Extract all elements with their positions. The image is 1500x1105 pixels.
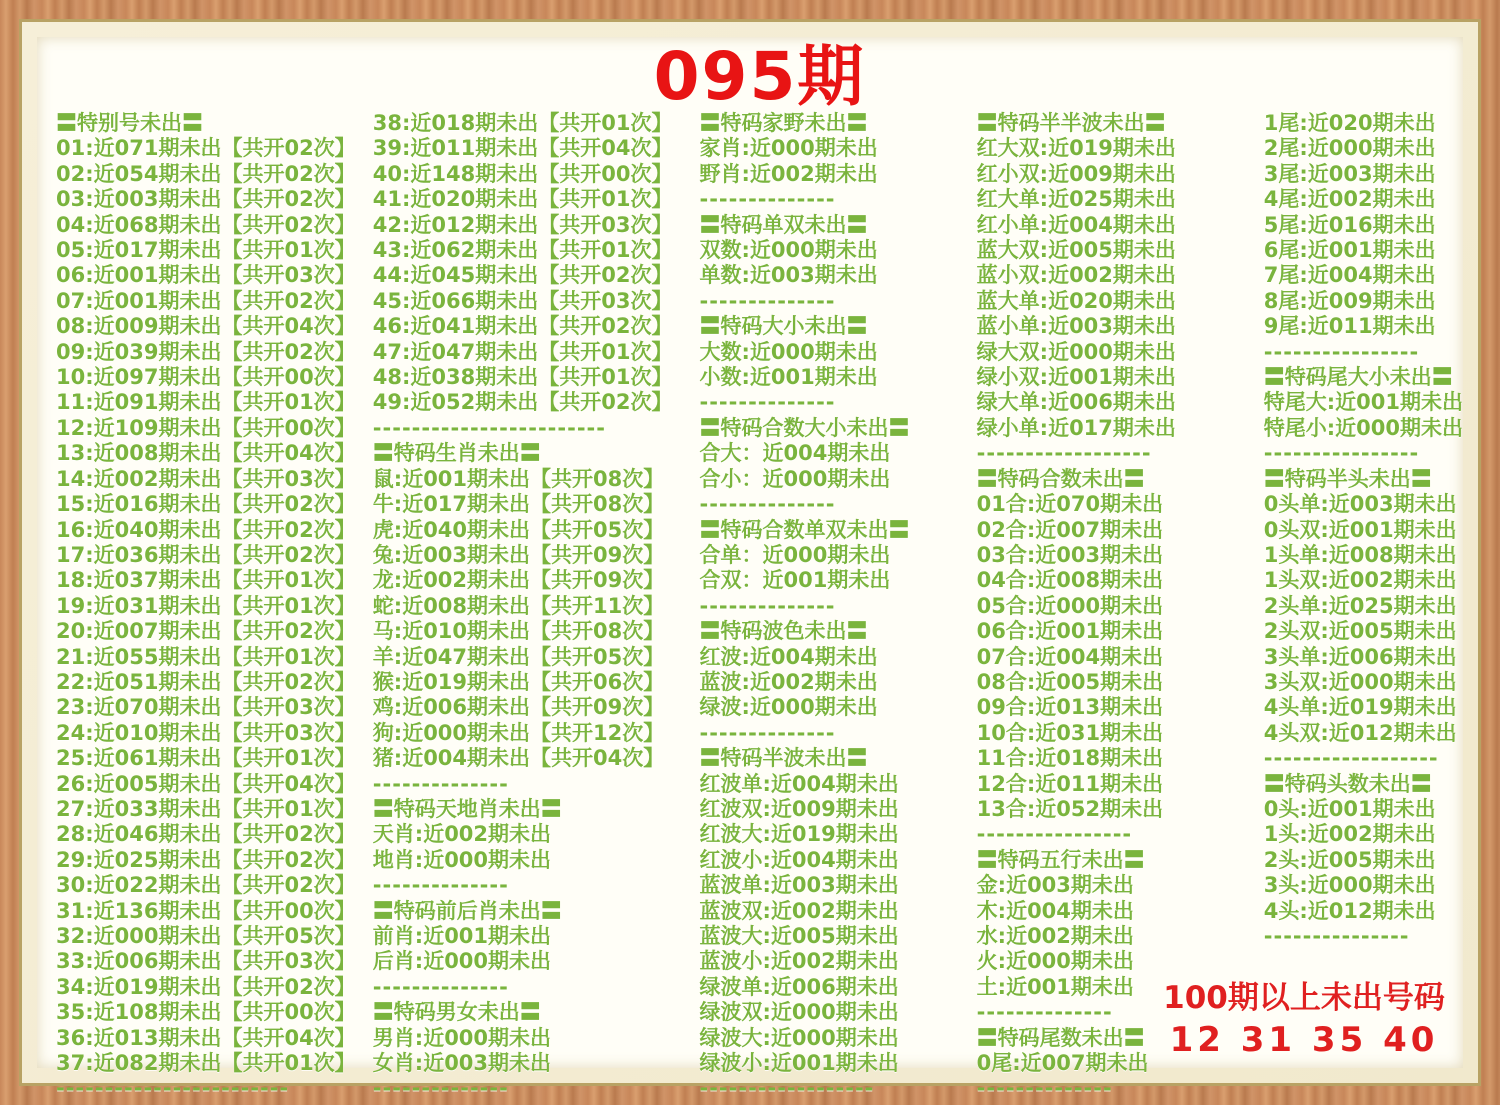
section-header: 〓特码合数未出〓: [976, 466, 1145, 491]
separator-line: ----------------: [1263, 339, 1420, 364]
stat-line: 36:近013期未出【共开04次】: [56, 1025, 356, 1050]
section-header: 〓特码前后肖未出〓: [372, 898, 562, 923]
stat-line: 48:近038期未出【共开01次】: [372, 365, 673, 390]
stat-line: 木:近004期未出: [976, 898, 1134, 923]
stat-line: 12:近109期未出【共开00次】: [56, 415, 356, 440]
stat-line: 01:近071期未出【共开02次】: [56, 136, 356, 161]
separator-line: --------------: [976, 1000, 1113, 1025]
separator-line: --------------: [699, 390, 836, 415]
stat-line: 红小双:近009期未出: [976, 161, 1176, 186]
stat-line: 绿波小:近001期未出: [699, 1051, 899, 1076]
separator-line: --------------: [699, 492, 836, 517]
stat-line: 2头双:近005期未出: [1263, 619, 1457, 644]
stat-line: 大数:近000期未出: [699, 339, 878, 364]
stat-line: 2尾:近000期未出: [1263, 136, 1436, 161]
separator-line: --------------: [372, 974, 509, 999]
separator-line: --------------: [372, 873, 509, 898]
stat-line: 牛:近017期未出【共开08次】: [372, 492, 665, 517]
stat-line: 29:近025期未出【共开02次】: [56, 847, 356, 872]
separator-line: ------------------------: [56, 1076, 290, 1101]
stat-line: 绿大双:近000期未出: [976, 339, 1176, 364]
stat-line: 34:近019期未出【共开02次】: [56, 974, 356, 999]
stat-line: 1尾:近020期未出: [1263, 111, 1436, 135]
section-header: 〓特码尾大小未出〓: [1263, 365, 1453, 390]
overdue-footer-numbers: 12 31 35 40: [1169, 1020, 1439, 1060]
stat-line: 17:近036期未出【共开02次】: [56, 542, 356, 567]
stat-line: 39:近011期未出【共开04次】: [372, 136, 673, 161]
stat-line: 蓝小单:近003期未出: [976, 314, 1176, 339]
stat-line: 03合:近003期未出: [976, 542, 1164, 567]
stat-line: 蓝大单:近020期未出: [976, 288, 1176, 313]
stat-line: 猴:近019期未出【共开06次】: [372, 669, 665, 694]
section-header: 〓特码大小未出〓: [699, 314, 868, 339]
stat-line: 双数:近000期未出: [699, 238, 878, 263]
stat-line: 蓝波大:近005期未出: [699, 924, 899, 948]
stat-line: 47:近047期未出【共开01次】: [372, 339, 673, 364]
stat-line: 猪:近004期未出【共开04次】: [372, 746, 665, 771]
separator-line: --------------: [699, 187, 836, 212]
stat-line: 4头:近012期未出: [1263, 898, 1436, 923]
stat-line: 14:近002期未出【共开03次】: [56, 466, 356, 491]
stat-line: 火:近000期未出: [976, 949, 1134, 974]
stat-line: 02合:近007期未出: [976, 517, 1164, 542]
stat-line: 05:近017期未出【共开01次】: [56, 238, 356, 263]
stat-line: 虎:近040期未出【共开05次】: [372, 517, 665, 542]
stat-line: 28:近046期未出【共开02次】: [56, 822, 356, 847]
stat-line: 30:近022期未出【共开02次】: [56, 873, 356, 898]
stat-line: 2头单:近025期未出: [1263, 593, 1457, 618]
stat-line: 绿小双:近001期未出: [976, 365, 1176, 390]
stat-line: 合小：近000期未出: [699, 466, 891, 491]
stat-line: 鼠:近001期未出【共开08次】: [372, 466, 665, 491]
stat-line: 合双：近001期未出: [699, 568, 891, 593]
stat-line: 07:近001期未出【共开02次】: [56, 288, 356, 313]
stat-line: 3头单:近006期未出: [1263, 644, 1457, 669]
stat-line: 7尾:近004期未出: [1263, 263, 1436, 288]
section-header: 〓特码半波未出〓: [699, 746, 868, 771]
stat-line: 24:近010期未出【共开03次】: [56, 720, 356, 745]
stat-line: 16:近040期未出【共开02次】: [56, 517, 356, 542]
stat-line: 合单：近000期未出: [699, 542, 891, 567]
separator-line: --------------: [372, 771, 509, 796]
stat-line: 44:近045期未出【共开02次】: [372, 263, 673, 288]
section-header: 〓特码半半波未出〓: [976, 111, 1166, 135]
separator-line: ------------------: [699, 1076, 875, 1101]
stat-line: 蓝波双:近002期未出: [699, 898, 899, 923]
stat-line: 13合:近052期未出: [976, 796, 1164, 821]
section-header: 〓特码尾数未出〓: [976, 1025, 1145, 1050]
stat-line: 3尾:近003期未出: [1263, 161, 1436, 186]
column-wave-attributes: [699, 111, 976, 1102]
stat-line: 金:近003期未出: [976, 873, 1134, 898]
frame-inner-line: [19, 19, 1481, 1101]
stat-line: 21:近055期未出【共开01次】: [56, 644, 356, 669]
stat-line: 土:近001期未出: [976, 974, 1134, 999]
stat-line: 26:近005期未出【共开04次】: [56, 771, 356, 796]
stat-line: 07合:近004期未出: [976, 644, 1164, 669]
stat-line: 22:近051期未出【共开02次】: [56, 669, 356, 694]
stat-line: 4头单:近019期未出: [1263, 695, 1457, 720]
stat-line: 04合:近008期未出: [976, 568, 1164, 593]
stat-line: 狗:近000期未出【共开12次】: [372, 720, 665, 745]
stat-line: 33:近006期未出【共开03次】: [56, 949, 356, 974]
section-header: 〓特码家野未出〓: [699, 111, 868, 135]
stat-line: 天肖:近002期未出: [372, 822, 552, 847]
section-header: 〓特码天地肖未出〓: [372, 796, 562, 821]
stat-line: 绿波大:近000期未出: [699, 1025, 899, 1050]
stat-line: 1头单:近008期未出: [1263, 542, 1457, 567]
stat-line: 23:近070期未出【共开03次】: [56, 695, 356, 720]
stat-line: 绿波双:近000期未出: [699, 1000, 899, 1025]
stat-line: 08:近009期未出【共开04次】: [56, 314, 356, 339]
stat-line: 鸡:近006期未出【共开09次】: [372, 695, 665, 720]
stat-line: 11合:近018期未出: [976, 746, 1164, 771]
separator-line: ------------------: [976, 441, 1152, 466]
stat-line: 红波单:近004期未出: [699, 771, 899, 796]
separator-line: --------------: [699, 288, 836, 313]
section-header: 〓特码合数大小未出〓: [699, 415, 910, 440]
stat-line: 5尾:近016期未出: [1263, 212, 1436, 237]
separator-line: --------------: [372, 1076, 509, 1101]
stat-line: 2头:近005期未出: [1263, 847, 1436, 872]
stats-board: [37, 37, 1463, 1101]
stat-line: 15:近016期未出【共开02次】: [56, 492, 356, 517]
overdue-numbers-footer: [1159, 978, 1449, 1062]
stat-line: 06合:近001期未出: [976, 619, 1164, 644]
stat-line: 40:近148期未出【共开00次】: [372, 161, 673, 186]
separator-line: --------------: [699, 593, 836, 618]
stat-line: 蓝波:近002期未出: [699, 669, 878, 694]
stat-line: 蓝波小:近002期未出: [699, 949, 899, 974]
stat-line: 羊:近047期未出【共开05次】: [372, 644, 665, 669]
stat-line: 后肖:近000期未出: [372, 949, 552, 974]
stat-line: 18:近037期未出【共开01次】: [56, 568, 356, 593]
stat-line: 3头:近000期未出: [1263, 873, 1436, 898]
stat-line: 8尾:近009期未出: [1263, 288, 1436, 313]
stat-line: 13:近008期未出【共开04次】: [56, 441, 356, 466]
section-header: 〓特码单双未出〓: [699, 212, 868, 237]
section-header: 〓特码半头未出〓: [1263, 466, 1432, 491]
section-header: 〓特码生肖未出〓: [372, 441, 541, 466]
stat-line: 0尾:近007期未出: [976, 1051, 1149, 1076]
stat-line: 10:近097期未出【共开00次】: [56, 365, 356, 390]
stat-line: 红波大:近019期未出: [699, 822, 899, 847]
stat-line: 46:近041期未出【共开02次】: [372, 314, 673, 339]
section-header: 〓特码头数未出〓: [1263, 771, 1432, 796]
stat-line: 4尾:近002期未出: [1263, 187, 1436, 212]
separator-line: --------------: [699, 720, 836, 745]
section-header: 〓特别号未出〓: [56, 111, 203, 135]
stat-line: 20:近007期未出【共开02次】: [56, 619, 356, 644]
stat-line: 02:近054期未出【共开02次】: [56, 161, 356, 186]
stat-line: 特尾大:近001期未出: [1263, 390, 1463, 415]
stat-line: 地肖:近000期未出: [372, 847, 552, 872]
stat-line: 25:近061期未出【共开01次】: [56, 746, 356, 771]
stat-line: 27:近033期未出【共开01次】: [56, 796, 356, 821]
stat-line: 合大：近004期未出: [699, 441, 891, 466]
stat-line: 32:近000期未出【共开05次】: [56, 924, 356, 948]
separator-line: ------------------: [1263, 746, 1439, 771]
stat-line: 38:近018期未出【共开01次】: [372, 111, 673, 135]
stat-line: 红大单:近025期未出: [976, 187, 1176, 212]
stat-line: 41:近020期未出【共开01次】: [372, 187, 673, 212]
stat-line: 09合:近013期未出: [976, 695, 1164, 720]
stat-line: 龙:近002期未出【共开09次】: [372, 568, 665, 593]
stat-line: 家肖:近000期未出: [699, 136, 878, 161]
stat-line: 马:近010期未出【共开08次】: [372, 619, 665, 644]
separator-line: ----------------: [976, 822, 1133, 847]
stat-line: 03:近003期未出【共开02次】: [56, 187, 356, 212]
stat-line: 单数:近003期未出: [699, 263, 878, 288]
column-halfwave-sums: [977, 111, 1264, 1102]
section-header: 〓特码波色未出〓: [699, 619, 868, 644]
stat-line: 9尾:近011期未出: [1263, 314, 1436, 339]
stat-line: 绿波单:近006期未出: [699, 974, 899, 999]
stat-line: 蓝小双:近002期未出: [976, 263, 1176, 288]
stats-columns: [56, 111, 1463, 1102]
stat-line: 04:近068期未出【共开02次】: [56, 212, 356, 237]
stat-line: 水:近002期未出: [976, 924, 1134, 948]
stat-line: 42:近012期未出【共开03次】: [372, 212, 673, 237]
stat-line: 49:近052期未出【共开02次】: [372, 390, 673, 415]
stat-line: 蓝波单:近003期未出: [699, 873, 899, 898]
separator-line: ------------------------: [372, 415, 606, 440]
stat-line: 06:近001期未出【共开03次】: [56, 263, 356, 288]
separator-line: ---------------: [1263, 924, 1410, 948]
page-title: 095期: [653, 38, 866, 115]
stat-line: 红波双:近009期未出: [699, 796, 899, 821]
stat-line: 女肖:近003期未出: [372, 1051, 552, 1076]
cream-mat: [22, 22, 1478, 1101]
stat-line: 绿大单:近006期未出: [976, 390, 1176, 415]
stat-line: 前肖:近001期未出: [372, 924, 552, 948]
stat-line: 红波小:近004期未出: [699, 847, 899, 872]
overdue-footer-label: 100期以上未出号码: [1163, 980, 1445, 1016]
stat-line: 男肖:近000期未出: [372, 1025, 552, 1050]
stat-line: 3头双:近000期未出: [1263, 669, 1457, 694]
separator-line: ----------------: [1263, 441, 1420, 466]
column-tails-heads: [1264, 111, 1463, 949]
section-header: 〓特码五行未出〓: [976, 847, 1145, 872]
stat-line: 10合:近031期未出: [976, 720, 1164, 745]
column-special-numbers: [56, 111, 373, 1102]
stat-line: 红小单:近004期未出: [976, 212, 1176, 237]
stat-line: 45:近066期未出【共开03次】: [372, 288, 673, 313]
stat-line: 12合:近011期未出: [976, 771, 1164, 796]
stat-line: 1头:近002期未出: [1263, 822, 1436, 847]
stat-line: 红大双:近019期未出: [976, 136, 1176, 161]
section-header: 〓特码合数单双未出〓: [699, 517, 910, 542]
stat-line: 37:近082期未出【共开01次】: [56, 1051, 356, 1076]
stat-line: 01合:近070期未出: [976, 492, 1164, 517]
stat-line: 绿波:近000期未出: [699, 695, 878, 720]
separator-line: --------------: [976, 1076, 1113, 1101]
stat-line: 1头双:近002期未出: [1263, 568, 1457, 593]
stat-line: 0头单:近003期未出: [1263, 492, 1457, 517]
stat-line: 野肖:近002期未出: [699, 161, 878, 186]
stat-line: 红波:近004期未出: [699, 644, 878, 669]
stat-line: 05合:近000期未出: [976, 593, 1164, 618]
stat-line: 小数:近001期未出: [699, 365, 878, 390]
stat-line: 0头:近001期未出: [1263, 796, 1436, 821]
stat-line: 35:近108期未出【共开00次】: [56, 1000, 356, 1025]
stat-line: 特尾小:近000期未出: [1263, 415, 1463, 440]
stat-line: 兔:近003期未出【共开09次】: [372, 542, 665, 567]
stat-line: 蓝大双:近005期未出: [976, 238, 1176, 263]
stat-line: 11:近091期未出【共开01次】: [56, 390, 356, 415]
stat-line: 08合:近005期未出: [976, 669, 1164, 694]
stat-line: 0头双:近001期未出: [1263, 517, 1457, 542]
stat-line: 4头双:近012期未出: [1263, 720, 1457, 745]
stat-line: 31:近136期未出【共开00次】: [56, 898, 356, 923]
column-numbers-zodiac: [373, 111, 700, 1102]
stat-line: 43:近062期未出【共开01次】: [372, 238, 673, 263]
stat-line: 绿小单:近017期未出: [976, 415, 1176, 440]
stat-line: 19:近031期未出【共开01次】: [56, 593, 356, 618]
section-header: 〓特码男女未出〓: [372, 1000, 541, 1025]
stat-line: 6尾:近001期未出: [1263, 238, 1436, 263]
stat-line: 09:近039期未出【共开02次】: [56, 339, 356, 364]
stat-line: 蛇:近008期未出【共开11次】: [372, 593, 665, 618]
